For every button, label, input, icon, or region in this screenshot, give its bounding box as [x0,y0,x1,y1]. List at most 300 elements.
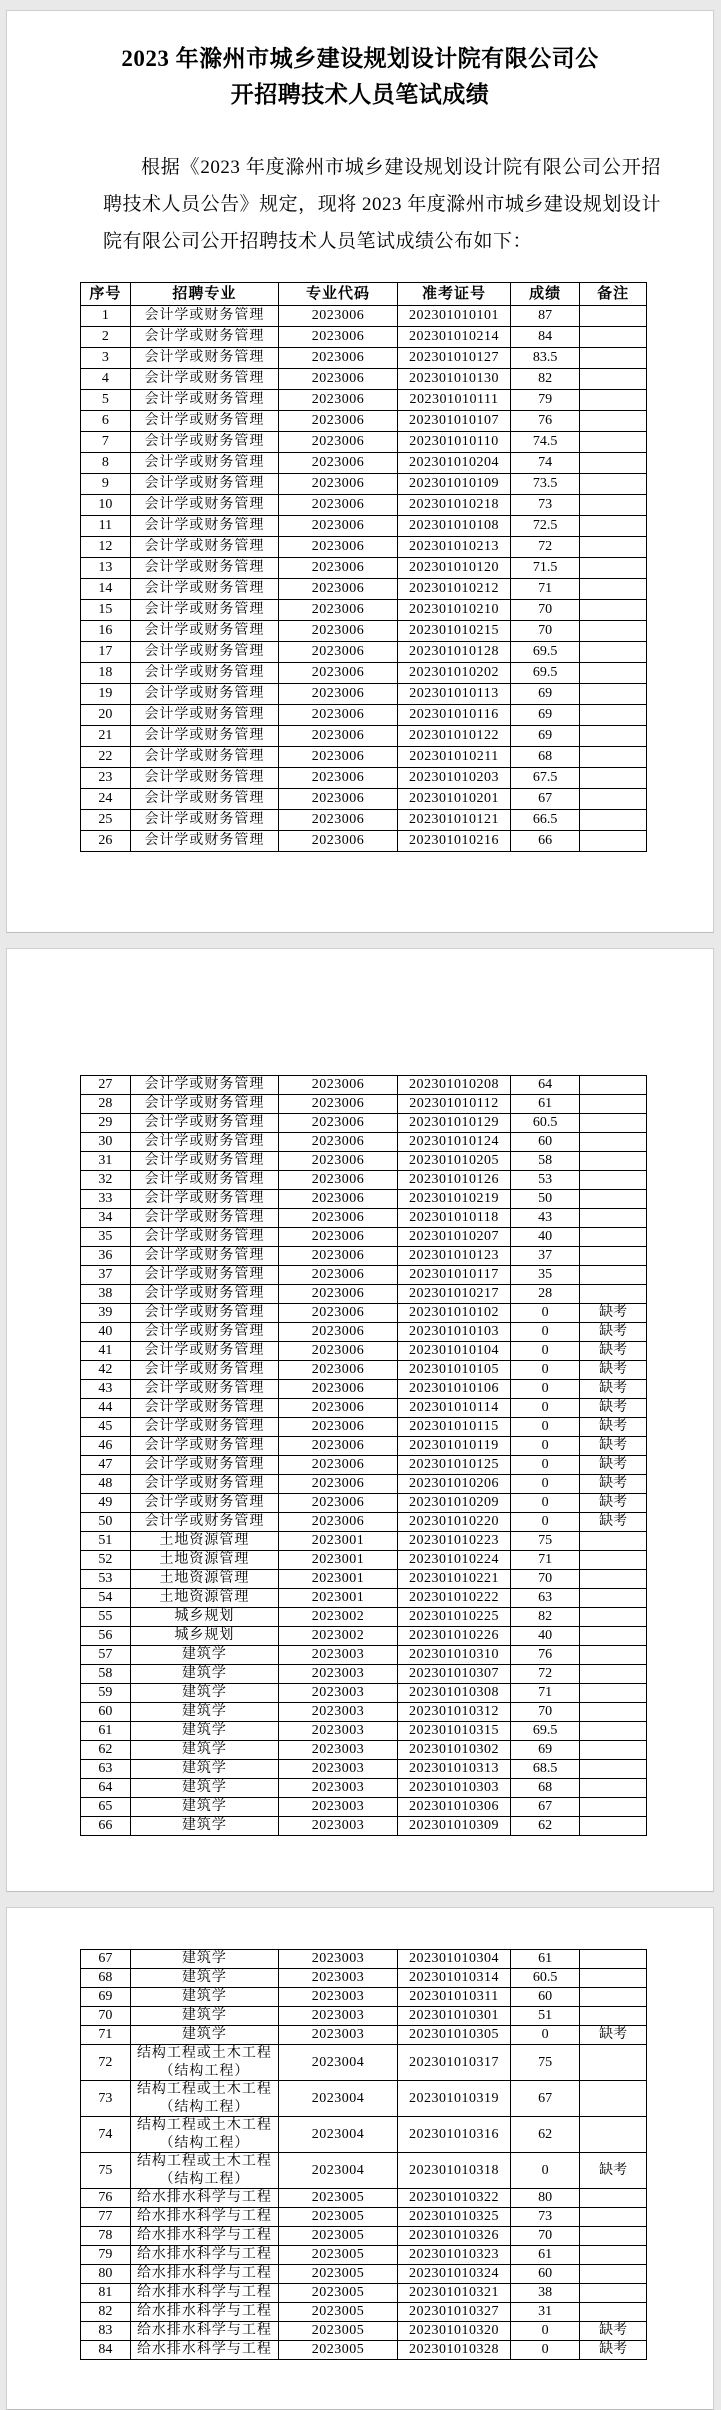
table-cell-note: 缺考 [580,1418,647,1437]
table-cell-score: 40 [511,1228,580,1247]
table-cell-ticket: 202301010128 [397,642,510,663]
table-cell-no: 71 [81,2026,131,2045]
table-cell-major: 会计学或财务管理 [130,684,278,705]
table-cell-major: 建筑学 [130,1950,278,1969]
table-cell-score: 51 [511,2007,580,2026]
table-cell-score: 69.5 [511,642,580,663]
table-cell-note [580,1076,647,1095]
table-cell-major: 土地资源管理 [130,1570,278,1589]
table-cell-note [580,2265,647,2284]
table-cell-note [580,2117,647,2153]
table-cell-major: 会计学或财务管理 [130,1494,278,1513]
table-row [81,1627,647,1646]
table-cell-major: 会计学或财务管理 [130,1304,278,1323]
table-cell-ticket: 202301010320 [397,2322,510,2341]
table-cell-no: 35 [81,1228,131,1247]
table-row [81,1304,647,1323]
table-cell-score: 76 [511,411,580,432]
document-page-2 [6,948,714,1892]
scores-table-page-1 [80,282,647,852]
table-cell-score: 31 [511,2303,580,2322]
table-cell-no: 40 [81,1323,131,1342]
table-cell-ticket: 202301010203 [397,768,510,789]
table-cell-score: 67 [511,2081,580,2117]
table-cell-no: 31 [81,1152,131,1171]
table-cell-score: 71 [511,1551,580,1570]
column-header-no: 序号 [81,283,131,306]
table-row [81,1285,647,1304]
table-cell-major: 结构工程或土木工程（结构工程） [130,2153,278,2189]
table-cell-code: 2023006 [279,537,398,558]
table-cell-code: 2023006 [279,642,398,663]
table-cell-note [580,1703,647,1722]
table-cell-note [580,1608,647,1627]
table-cell-note [580,1285,647,1304]
table-cell-score: 40 [511,1627,580,1646]
table-row [81,348,647,369]
table-cell-no: 5 [81,390,131,411]
table-cell-major: 会计学或财务管理 [130,1076,278,1095]
table-cell-ticket: 202301010126 [397,1171,510,1190]
table-cell-major: 会计学或财务管理 [130,1114,278,1133]
table-cell-note [580,726,647,747]
table-row [81,621,647,642]
table-cell-major: 会计学或财务管理 [130,1380,278,1399]
document-title: 2023 年滁州市城乡建设规划设计院有限公司公开招聘技术人员笔试成绩 [121,46,599,107]
table-cell-score: 0 [511,1437,580,1456]
table-cell-no: 56 [81,1627,131,1646]
table-cell-score: 60 [511,1988,580,2007]
table-cell-score: 0 [511,1418,580,1437]
table-cell-code: 2023006 [279,1171,398,1190]
table-row [81,789,647,810]
table-cell-note [580,453,647,474]
table-cell-ticket: 202301010323 [397,2246,510,2265]
table-cell-note: 缺考 [580,1494,647,1513]
table-cell-no: 32 [81,1171,131,1190]
table-cell-major: 会计学或财务管理 [130,390,278,411]
table-cell-note: 缺考 [580,1380,647,1399]
table-cell-no: 80 [81,2265,131,2284]
table-cell-note [580,1741,647,1760]
table-cell-no: 68 [81,1969,131,1988]
table-cell-ticket: 202301010107 [397,411,510,432]
table-cell-no: 79 [81,2246,131,2265]
table-cell-note [580,2227,647,2246]
table-cell-major: 土地资源管理 [130,1589,278,1608]
table-cell-code: 2023005 [279,2208,398,2227]
table-cell-major: 会计学或财务管理 [130,768,278,789]
table-cell-code: 2023006 [279,1266,398,1285]
table-cell-no: 55 [81,1608,131,1627]
table-cell-ticket: 202301010317 [397,2045,510,2081]
table-row [81,579,647,600]
table-row [81,1988,647,2007]
table-cell-score: 69 [511,705,580,726]
table-cell-ticket: 202301010211 [397,747,510,768]
table-cell-major: 结构工程或土木工程（结构工程） [130,2045,278,2081]
table-cell-ticket: 202301010307 [397,1665,510,1684]
table-cell-code: 2023006 [279,306,398,327]
table-cell-score: 0 [511,2341,580,2360]
table-cell-score: 70 [511,621,580,642]
table-cell-ticket: 202301010218 [397,495,510,516]
table-cell-ticket: 202301010213 [397,537,510,558]
table-cell-score: 67 [511,789,580,810]
table-cell-no: 76 [81,2189,131,2208]
table-cell-major: 城乡规划 [130,1627,278,1646]
table-cell-score: 83.5 [511,348,580,369]
table-cell-code: 2023006 [279,432,398,453]
table-cell-ticket: 202301010223 [397,1532,510,1551]
table-row [81,1266,647,1285]
table-cell-no: 23 [81,768,131,789]
table-cell-ticket: 202301010207 [397,1228,510,1247]
table-cell-major: 会计学或财务管理 [130,1171,278,1190]
table-row [81,2117,647,2153]
table-cell-major: 建筑学 [130,1741,278,1760]
table-row [81,1247,647,1266]
table-cell-score: 69 [511,684,580,705]
table-cell-score: 69.5 [511,1722,580,1741]
table-cell-score: 82 [511,369,580,390]
table-cell-code: 2023006 [279,1133,398,1152]
table-cell-note [580,579,647,600]
table-cell-code: 2023006 [279,1190,398,1209]
table-cell-ticket: 202301010105 [397,1361,510,1380]
table-cell-major: 会计学或财务管理 [130,1513,278,1532]
table-cell-major: 会计学或财务管理 [130,537,278,558]
table-cell-no: 39 [81,1304,131,1323]
table-cell-ticket: 202301010209 [397,1494,510,1513]
table-row [81,1114,647,1133]
table-row [81,1817,647,1836]
column-header-code: 专业代码 [279,283,398,306]
column-header-ticket: 准考证号 [397,283,510,306]
column-header-score: 成绩 [511,283,580,306]
table-cell-major: 建筑学 [130,2007,278,2026]
column-header-major: 招聘专业 [130,283,278,306]
table-row [81,1456,647,1475]
table-cell-score: 0 [511,1342,580,1361]
table-cell-code: 2023005 [279,2322,398,2341]
table-cell-note [580,2303,647,2322]
table-cell-code: 2023003 [279,1760,398,1779]
table-row [81,1095,647,1114]
table-cell-major: 会计学或财务管理 [130,726,278,747]
table-cell-ticket: 202301010123 [397,1247,510,1266]
table-cell-ticket: 202301010122 [397,726,510,747]
table-cell-code: 2023003 [279,1988,398,2007]
table-cell-no: 75 [81,2153,131,2189]
table-cell-major: 会计学或财务管理 [130,1247,278,1266]
table-cell-major: 会计学或财务管理 [130,432,278,453]
table-row [81,474,647,495]
table-cell-major: 建筑学 [130,1703,278,1722]
table-cell-note [580,348,647,369]
table-cell-major: 会计学或财务管理 [130,1152,278,1171]
table-row [81,1779,647,1798]
table-cell-score: 37 [511,1247,580,1266]
table-cell-major: 会计学或财务管理 [130,831,278,852]
table-cell-score: 0 [511,1361,580,1380]
table-cell-note [580,1722,647,1741]
table-cell-ticket: 202301010204 [397,453,510,474]
table-row [81,2246,647,2265]
table-cell-ticket: 202301010310 [397,1646,510,1665]
table-row [81,663,647,684]
table-cell-major: 会计学或财务管理 [130,327,278,348]
table-cell-major: 会计学或财务管理 [130,1437,278,1456]
table-row [81,1171,647,1190]
table-row [81,2322,647,2341]
table-cell-major: 会计学或财务管理 [130,1228,278,1247]
table-cell-ticket: 202301010308 [397,1684,510,1703]
table-cell-no: 64 [81,1779,131,1798]
table-cell-ticket: 202301010115 [397,1418,510,1437]
table-cell-note [580,663,647,684]
table-cell-code: 2023006 [279,1209,398,1228]
table-cell-ticket: 202301010127 [397,348,510,369]
table-cell-no: 29 [81,1114,131,1133]
table-cell-ticket: 202301010302 [397,1741,510,1760]
table-cell-major: 建筑学 [130,1684,278,1703]
table-cell-ticket: 202301010111 [397,390,510,411]
table-cell-score: 58 [511,1152,580,1171]
table-cell-ticket: 202301010120 [397,558,510,579]
table-cell-score: 80 [511,2189,580,2208]
table-row [81,2227,647,2246]
table-cell-major: 会计学或财务管理 [130,1399,278,1418]
table-row [81,1646,647,1665]
table-row [81,1190,647,1209]
table-cell-code: 2023001 [279,1589,398,1608]
table-cell-score: 0 [511,2153,580,2189]
table-cell-code: 2023003 [279,1969,398,1988]
table-cell-major: 会计学或财务管理 [130,411,278,432]
table-row [81,768,647,789]
table-cell-ticket: 202301010116 [397,705,510,726]
table-cell-note [580,1190,647,1209]
table-cell-ticket: 202301010212 [397,579,510,600]
table-cell-score: 63 [511,1589,580,1608]
table-cell-note [580,2208,647,2227]
table-cell-no: 2 [81,327,131,348]
table-cell-no: 37 [81,1266,131,1285]
table-cell-no: 20 [81,705,131,726]
table-cell-code: 2023005 [279,2265,398,2284]
document-page-1 [6,10,714,933]
table-cell-no: 7 [81,432,131,453]
table-cell-score: 71 [511,1684,580,1703]
table-row [81,2189,647,2208]
table-row [81,747,647,768]
table-cell-code: 2023006 [279,789,398,810]
table-row [81,1969,647,1988]
table-cell-score: 68 [511,747,580,768]
table-cell-no: 45 [81,1418,131,1437]
table-row [81,2284,647,2303]
table-cell-code: 2023005 [279,2341,398,2360]
table-cell-major: 会计学或财务管理 [130,579,278,600]
table-cell-note [580,1152,647,1171]
table-cell-major: 会计学或财务管理 [130,1323,278,1342]
table-cell-no: 77 [81,2208,131,2227]
table-cell-code: 2023001 [279,1570,398,1589]
table-cell-score: 61 [511,1950,580,1969]
table-row [81,432,647,453]
table-cell-code: 2023006 [279,663,398,684]
table-cell-major: 会计学或财务管理 [130,1475,278,1494]
table-cell-ticket: 202301010205 [397,1152,510,1171]
table-cell-code: 2023002 [279,1627,398,1646]
scores-table-body-page-2 [81,1076,647,1836]
table-cell-ticket: 202301010315 [397,1722,510,1741]
table-cell-score: 60 [511,1133,580,1152]
table-row [81,726,647,747]
table-cell-no: 18 [81,663,131,684]
table-cell-ticket: 202301010309 [397,1817,510,1836]
table-cell-no: 9 [81,474,131,495]
table-row [81,1380,647,1399]
table-cell-note: 缺考 [580,2322,647,2341]
table-cell-note: 缺考 [580,1399,647,1418]
table-cell-note [580,327,647,348]
table-cell-no: 57 [81,1646,131,1665]
table-cell-no: 78 [81,2227,131,2246]
table-cell-note [580,1532,647,1551]
table-cell-note [580,2189,647,2208]
table-cell-score: 73.5 [511,474,580,495]
table-cell-no: 84 [81,2341,131,2360]
table-cell-code: 2023003 [279,1722,398,1741]
table-cell-note [580,1095,647,1114]
table-cell-code: 2023005 [279,2227,398,2246]
table-cell-score: 70 [511,1703,580,1722]
table-cell-code: 2023006 [279,600,398,621]
table-cell-note [580,2045,647,2081]
table-cell-no: 58 [81,1665,131,1684]
table-cell-score: 72 [511,1665,580,1684]
table-cell-code: 2023006 [279,579,398,600]
table-cell-note [580,1684,647,1703]
table-cell-score: 60 [511,2265,580,2284]
table-cell-ticket: 202301010112 [397,1095,510,1114]
table-cell-code: 2023003 [279,1646,398,1665]
table-cell-code: 2023004 [279,2153,398,2189]
table-cell-code: 2023006 [279,495,398,516]
table-cell-score: 70 [511,2227,580,2246]
table-cell-ticket: 202301010106 [397,1380,510,1399]
table-cell-no: 16 [81,621,131,642]
table-cell-no: 1 [81,306,131,327]
table-cell-score: 70 [511,600,580,621]
table-cell-code: 2023006 [279,1342,398,1361]
table-cell-no: 26 [81,831,131,852]
table-row [81,369,647,390]
table-row [81,1703,647,1722]
table-row [81,642,647,663]
table-row [81,516,647,537]
table-row [81,1133,647,1152]
table-cell-note [580,495,647,516]
table-row [81,495,647,516]
table-cell-no: 8 [81,453,131,474]
table-row [81,1076,647,1095]
table-cell-score: 66 [511,831,580,852]
table-cell-ticket: 202301010113 [397,684,510,705]
table-row [81,2007,647,2026]
table-cell-ticket: 202301010124 [397,1133,510,1152]
table-cell-note [580,537,647,558]
table-cell-major: 会计学或财务管理 [130,789,278,810]
table-cell-major: 建筑学 [130,1760,278,1779]
table-cell-no: 61 [81,1722,131,1741]
table-cell-code: 2023006 [279,621,398,642]
table-cell-ticket: 202301010321 [397,2284,510,2303]
table-cell-ticket: 202301010303 [397,1779,510,1798]
table-cell-major: 给水排水科学与工程 [130,2189,278,2208]
table-cell-no: 52 [81,1551,131,1570]
table-cell-score: 82 [511,1608,580,1627]
table-cell-ticket: 202301010118 [397,1209,510,1228]
table-row [81,1342,647,1361]
table-cell-major: 会计学或财务管理 [130,1209,278,1228]
table-cell-score: 64 [511,1076,580,1095]
table-cell-ticket: 202301010220 [397,1513,510,1532]
table-row [81,1741,647,1760]
table-cell-code: 2023005 [279,2303,398,2322]
table-cell-no: 51 [81,1532,131,1551]
table-cell-code: 2023006 [279,684,398,705]
table-cell-ticket: 202301010202 [397,663,510,684]
table-cell-major: 会计学或财务管理 [130,1133,278,1152]
table-row [81,1589,647,1608]
table-cell-ticket: 202301010101 [397,306,510,327]
table-cell-score: 0 [511,2026,580,2045]
table-cell-note [580,1133,647,1152]
table-row [81,810,647,831]
table-cell-code: 2023006 [279,1247,398,1266]
table-cell-ticket: 202301010301 [397,2007,510,2026]
table-cell-note [580,369,647,390]
table-cell-note [580,2007,647,2026]
document-page-3 [6,1907,714,2410]
table-cell-note [580,2246,647,2265]
table-cell-no: 33 [81,1190,131,1209]
table-cell-score: 0 [511,1494,580,1513]
table-cell-note [580,516,647,537]
table-cell-code: 2023006 [279,1475,398,1494]
table-cell-no: 41 [81,1342,131,1361]
table-row [81,1228,647,1247]
table-cell-note [580,600,647,621]
table-cell-score: 74 [511,453,580,474]
table-cell-no: 73 [81,2081,131,2117]
table-cell-code: 2023006 [279,327,398,348]
table-cell-note [580,621,647,642]
table-cell-score: 70 [511,1570,580,1589]
table-row [81,705,647,726]
table-cell-major: 会计学或财务管理 [130,642,278,663]
table-cell-note [580,390,647,411]
table-cell-major: 城乡规划 [130,1608,278,1627]
table-cell-ticket: 202301010318 [397,2153,510,2189]
table-cell-code: 2023006 [279,705,398,726]
table-cell-code: 2023001 [279,1551,398,1570]
table-cell-note [580,1817,647,1836]
table-row [81,2026,647,2045]
